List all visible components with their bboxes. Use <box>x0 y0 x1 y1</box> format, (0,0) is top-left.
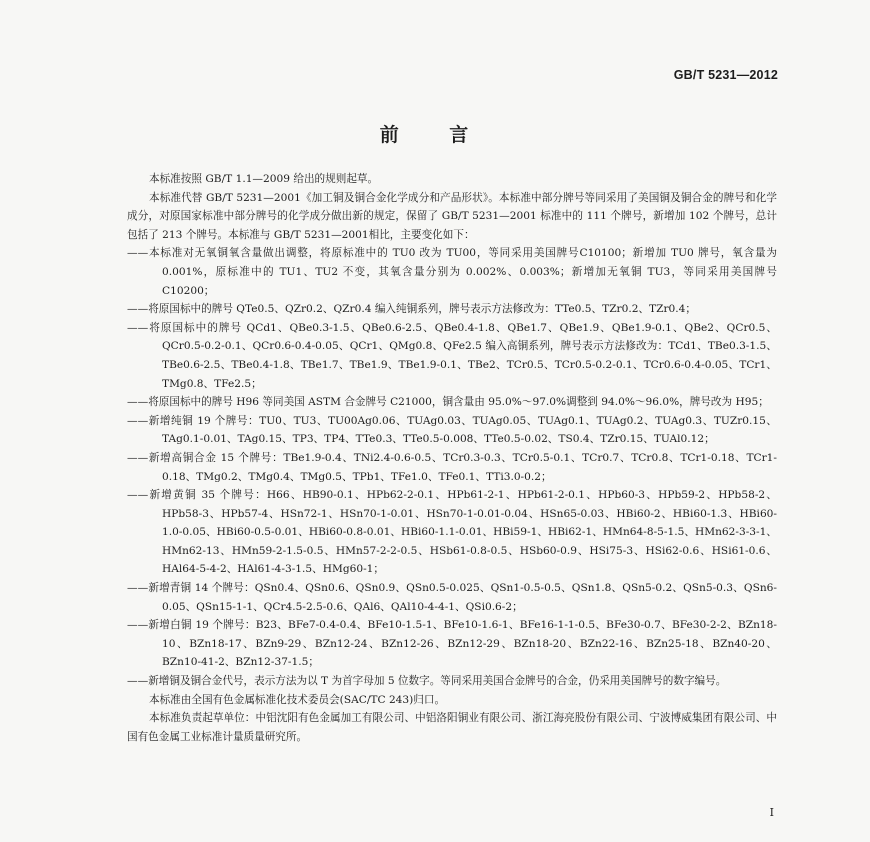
change-item: ——新增纯铜 19 个牌号：TU0、TU3、TU00Ag0.06、TUAg0.03、TUAg0.05、TUAg0.1、TUAg0.2、TUAg0.3、TUZr0.15、TAg0.1-0.01、TAg0.15、TP3、TP4、TTe0.3、TTe0.5-0.008、TTe0.5-0.02、TS0.4、TZr0.15、TUAl0.12； <box>127 414 777 446</box>
paragraph: 本标准按照 GB/T 1.1—2009 给出的规则起草。 <box>149 173 379 185</box>
change-item: ——本标准对无氧铜氧含量做出调整，将原标准中的 TU0 改为 TU00，等同采用美国牌号C10100；新增加 TU0 牌号，氧含量为 0.001%，原标准中的 TU1、TU2 不变，其氧含量分别为 0.002%、0.003%；新增加无氧铜 TU3，等同采用美国牌号 C10200； <box>127 247 777 297</box>
paragraph: 本标准负责起草单位：中铝沈阳有色金属加工有限公司、中铝洛阳铜业有限公司、浙江海亮股份有限公司、宁波博威集团有限公司、中国有色金属工业标准计量质量研究所。 <box>127 712 777 743</box>
change-item: ——新增白铜 19 个牌号：B23、BFe7-0.4-0.4、BFe10-1.5-1、BFe10-1.6-1、BFe16-1-1-0.5、BFe30-0.7、BFe30-2-2、BZn18-10、BZn18-17、BZn9-29、BZn12-24、BZn12-26、BZn12-29、BZn18-20、BZn22-16、BZn25-18、BZn40-20、BZn10-41-2、BZn12-37-1.5； <box>127 619 777 669</box>
change-item: ——将原国标中的牌号 QCd1、QBe0.3-1.5、QBe0.6-2.5、QBe0.4-1.8、QBe1.7、QBe1.9、QBe1.9-0.1、QBe2、QCr0.5、QCr0.5-0.2-0.1、QCr0.6-0.4-0.05、QCr1、QMg0.8、QFe2.5 编入高铜系列，牌号表示方法修改为：TCd1、TBe0.3-1.5、TBe0.6-2.5、TBe0.4-1.8、TBe1.7、TBe1.9、TBe1.9-0.1、TBe2、TCr0.5、TCr0.5-0.2-0.1、TCr0.6-0.4-0.05、TCr1、TMg0.8、TFe2.5； <box>127 321 777 390</box>
change-item: ——新增高铜合金 15 个牌号：TBe1.9-0.4、TNi2.4-0.6-0.5、TCr0.3-0.3、TCr0.5-0.1、TCr0.7、TCr0.8、TCr1-0.18、TCr1-0.18、TMg0.2、TMg0.4、TMg0.5、TPb1、TFe1.0、TFe0.1、TTi3.0-0.2； <box>127 451 777 483</box>
page-number: I <box>769 806 774 819</box>
page-title: 前 言 <box>379 124 491 146</box>
paragraph: 本标准由全国有色金属标准化技术委员会(SAC/TC 243)归口。 <box>149 693 446 706</box>
change-item: ——新增青铜 14 个牌号：QSn0.4、QSn0.6、QSn0.9、QSn0.5-0.025、QSn1-0.5-0.5、QSn1.8、QSn5-0.2、QSn5-0.3、QSn6-0.05、QSn15-1-1、QCr4.5-2.5-0.6、QAl6、QAl10-4-4-1、QSi0.6-2； <box>127 582 777 613</box>
standard-code: GB/T 5231—2012 <box>673 68 778 82</box>
change-item: ——将原国标中的牌号 QTe0.5、QZr0.2、QZr0.4 编入纯铜系列，牌号表示方法修改为：TTe0.5、TZr0.2、TZr0.4； <box>127 303 696 316</box>
change-item: ——将原国标中的牌号 H96 等同美国 ASTM 合金牌号 C21000，铜含量由 95.0%～97.0%调整到 94.0%～96.0%，牌号改为 H95； <box>127 396 769 409</box>
paragraph: 本标准代替 GB/T 5231—2001《加工铜及铜合金化学成分和产品形状》。本标准中部分牌号等同采用了美国铜及铜合金的牌号和化学成分，对原国家标准中部分牌号的化学成分做出新的规定，保留了 GB/T 5231—2001 标准中的 111 个牌号，新增加 102 个牌号，总计包括了 213 个牌号。本标准与 GB/T 5231—2001相比，主要变化如下： <box>127 191 777 241</box>
change-item: ——新增黄铜 35 个牌号：H66、HB90-0.1、HPb62-2-0.1、HPb61-2-1、HPb61-2-0.1、HPb60-3、HPb59-2、HPb58-2、HPb58-3、HPb57-4、HSn72-1、HSn70-1-0.01、HSn70-1-0.01-0.04、HSn65-0.03、HBi60-2、HBi60-1.3、HBi60-1.0-0.05、HBi60-0.5-0.01、HBi60-0.8-0.01、HBi60-1.1-0.01、HBi59-1、HBi62-1、HMn64-8-5-1.5、HMn62-3-3-1、HMn62-13、HMn59-2-1.5-0.5、HMn57-2-2-0.5、HSb61-0.8-0.5、HSb60-0.9、HSi75-3、HSi62-0.6、HSi61-0.6、HAl64-5-4-2、HAl61-4-3-1.5、HMg60-1； <box>127 489 777 576</box>
change-item: ——新增铜及铜合金代号，表示方法为以 T 为首字母加 5 位数字。等同采用美国合金牌号的合金，仍采用美国牌号的数字编号。 <box>127 675 727 688</box>
foreword-body <box>127 170 777 746</box>
